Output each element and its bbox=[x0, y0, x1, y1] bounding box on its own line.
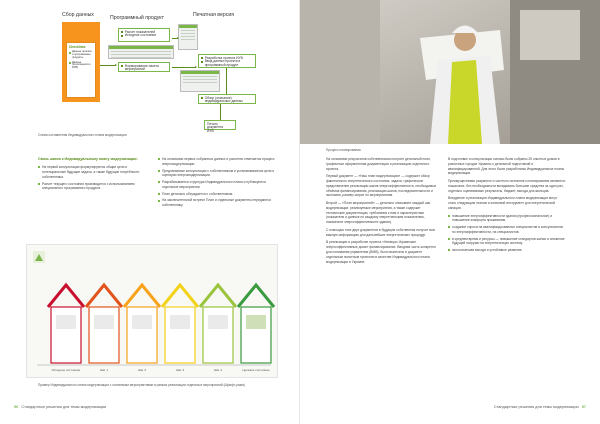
arrow-connector bbox=[172, 38, 178, 39]
house-roof bbox=[86, 285, 122, 307]
logo-mark bbox=[33, 251, 45, 263]
text-column-2 bbox=[158, 157, 276, 210]
step-label: Шаг 1 bbox=[99, 368, 109, 372]
photo-caption: Процесс планирования bbox=[326, 148, 361, 152]
software-screenshot bbox=[108, 45, 174, 59]
list-item: Разрабатывается структура Индивидуального плана и публикуются отдельные мероприятия. bbox=[158, 180, 276, 190]
house-picture bbox=[132, 315, 152, 329]
step-house bbox=[162, 285, 198, 372]
house-roof bbox=[48, 285, 84, 307]
paragraph: Второй — «План мероприятий» — детально описывает каждый шаг модернизации: реализуемые мероприятия, а также содержит технические документации, требования к ним и характеристики (показатели и данные по каждому энергетическим показателям, показатели энергоэффективности здания). bbox=[326, 201, 431, 225]
safety-vest-icon bbox=[448, 60, 482, 144]
list-item: На первой консультации формулируются общие цели и потенциальные будущие задачи, а также будущие потребности собственника. bbox=[38, 165, 146, 179]
paragraph: Первый документ — «Наш план модернизации» — содержит обзор фактического энергетического состояния, задачи, графическое представление реализации шагов энергоэффективности, необходимых объёмов финансирования, реализации шагов, последовательности и экономии, размер затрат по мероприятиям. bbox=[326, 174, 437, 198]
step-label: Шаг 3 bbox=[175, 368, 185, 372]
text-column-4 bbox=[448, 157, 566, 255]
step-house bbox=[86, 285, 122, 372]
page-number: 97 bbox=[581, 405, 586, 409]
paragraph: Внедрение и реализация Индивидуального плана модернизации могут стать следующим этапом и ключевой инструмент для энергетической санации. bbox=[448, 196, 558, 210]
doc-thumbnail bbox=[178, 24, 198, 50]
paragraph: Преимуществами разумного и частного поэтапного планирования являются: пошаговое, без необходимости вкладывать большие средства за один раз, отдельно оцениваемые результаты, бюджет, выгода для жильцов. bbox=[448, 179, 566, 193]
house-roof bbox=[200, 285, 236, 307]
photo-svg bbox=[300, 0, 600, 144]
step-house bbox=[124, 285, 160, 372]
paragraph: В подготовке и консультации основы были собраны 25 опытных домов в различных городах Украины с детальной подготовкой и квалифицированной. Для этого были разработаны Индивидуальные планы модернизации. bbox=[448, 157, 565, 176]
list-item: Расчет текущего состояния производится с использованием специального программного продукта. bbox=[38, 182, 146, 192]
house-picture bbox=[246, 315, 266, 329]
step-house bbox=[48, 285, 84, 372]
list-item: в среднем время и ресурсы — повышение стандартов жилья и снижение будущей нагрузки на энергетическую систему. bbox=[448, 237, 566, 247]
footer-left bbox=[14, 405, 106, 409]
list-item: План детально обсуждается с собственником. bbox=[158, 192, 276, 197]
plan-screenshot bbox=[180, 70, 220, 92]
footer-title: Стандартные решения для темы модернизации bbox=[493, 405, 579, 409]
print-box: Печать документа ИУВ bbox=[204, 120, 236, 130]
step-label: Шаг 2 bbox=[137, 368, 147, 372]
house-picture bbox=[208, 315, 228, 329]
worker-photo bbox=[300, 0, 600, 144]
house-roof bbox=[238, 285, 274, 307]
col-header-print: Печатная версия bbox=[193, 12, 235, 18]
checklist-panel bbox=[62, 22, 100, 102]
arrow-connector bbox=[226, 68, 227, 94]
list-item: Предлагаемые консультации с собственником и устанавливаются цели и сценарии энергомодернизации. bbox=[158, 169, 276, 179]
footer-title: Стандартные решения для темы модернизации bbox=[21, 405, 107, 409]
paragraph: На основании результатов собственником получен детальный план, графически оформленная документация и реализацию отдельного проекта. bbox=[326, 157, 431, 171]
diagram-caption: Схема составления Индивидуального плана модернизации bbox=[38, 133, 127, 137]
house-picture bbox=[170, 315, 190, 329]
section-heading: Связь шагов к Индивидуальному плану модернизации: bbox=[38, 157, 138, 161]
illustration-caption: Пример Индивидуального плана модернизации с основными мероприятиями в рамках реализации отдельных мероприятий (Шрифт-рама) bbox=[38, 383, 245, 387]
arrow-connector bbox=[220, 104, 221, 120]
review-box: Обзор (описание) индивидуальных данных bbox=[198, 94, 256, 104]
col-header-data: Сбор данных bbox=[62, 12, 94, 18]
checklist-item: Данные проекта и программные продукты bbox=[69, 51, 93, 60]
checklist-item: Данные (относящиеся к ИУВ) bbox=[69, 62, 93, 71]
measures-box: Формирование пакета мероприятий bbox=[118, 62, 170, 72]
arrow-connector bbox=[100, 65, 116, 66]
arrow-connector bbox=[172, 67, 196, 68]
step-house bbox=[238, 285, 274, 372]
col-header-software: Программный продукт bbox=[110, 15, 165, 21]
process-diagram bbox=[48, 10, 278, 135]
step-house bbox=[200, 285, 236, 372]
step-label: Исходное состояние bbox=[51, 368, 81, 372]
modernization-steps-illustration bbox=[26, 244, 278, 378]
house-picture bbox=[94, 315, 114, 329]
paragraph: В реализации и разработке проекта «Немецко-Украинские энергоэффективные дома» финансирование. Вводная часть конкретно для понимания управления (ВМВ), было вынесено в документ отдельным пилотным проектом в качестве Индивидуального плана модернизации в Украине. bbox=[326, 240, 436, 264]
page-number: 96 bbox=[14, 405, 19, 409]
list-item: создание спроса на квалифицированных специалистов и консультантов по энергоэффективности, на специалистов. bbox=[448, 225, 566, 235]
list-item: На заключительной встрече План и отдельные документы передаются собственнику. bbox=[158, 198, 276, 208]
list-item: повышение энергоэффективности здания (профессиональное) и повышение комфорта проживания. bbox=[448, 214, 566, 224]
houses-svg bbox=[27, 245, 279, 379]
step-label: Шаг 4 bbox=[213, 368, 223, 372]
step-label: Целевое состояние bbox=[242, 368, 270, 372]
calc-box: Расчет показателей Исходное состояние bbox=[118, 28, 170, 42]
house-picture bbox=[56, 315, 76, 329]
checklist-title: Checklists bbox=[69, 45, 86, 49]
footer-right bbox=[494, 405, 586, 409]
text-column-1 bbox=[38, 157, 146, 193]
list-item: экологическая выгода и устойчивое развитие. bbox=[448, 248, 566, 253]
plan-draft-box: Разработка проекта ИУВ Ввод данных проекта в программный продукт bbox=[198, 54, 256, 68]
house-roof bbox=[124, 285, 160, 307]
text-column-3 bbox=[326, 157, 438, 267]
house-roof bbox=[162, 285, 198, 307]
paragraph: С помощью этих двух документов в будущем собственник получит всю важную информацию для дальнейших энергетических процедур. bbox=[326, 227, 436, 237]
list-item: На основании первых собранных данных и расчетов отмечается процесс энергомодернизации. bbox=[158, 157, 276, 167]
